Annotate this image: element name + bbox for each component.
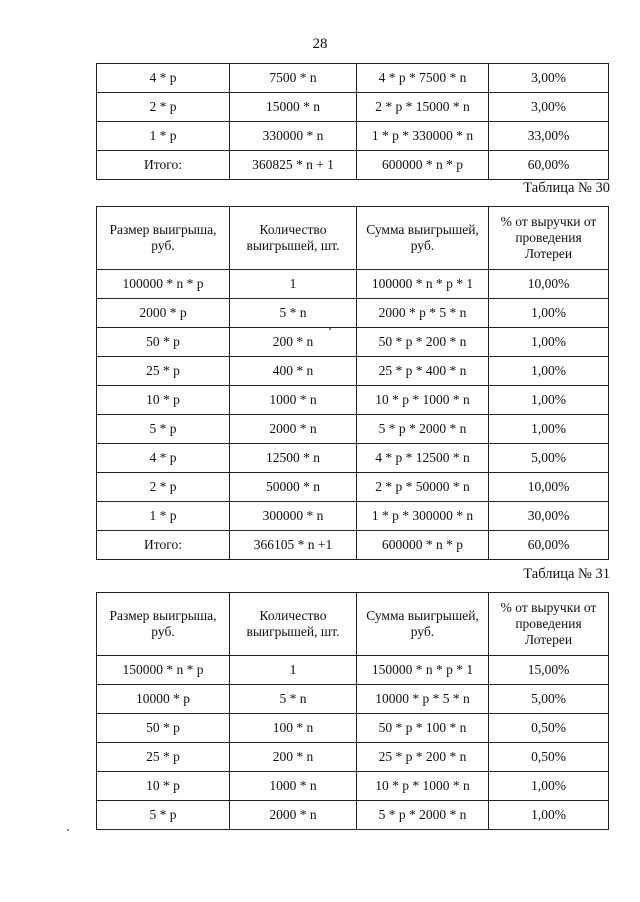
cell-prize-count: 15000 * n xyxy=(230,93,357,122)
table-row xyxy=(97,93,609,122)
table-row xyxy=(97,772,609,801)
cell-revenue-percent: 5,00% xyxy=(489,444,609,473)
cell-revenue-percent: 1,00% xyxy=(489,299,609,328)
table-row xyxy=(97,151,609,180)
cell-revenue-percent: 33,00% xyxy=(489,122,609,151)
cell-prize-sum: 10 * p * 1000 * n xyxy=(357,386,489,415)
cell-prize-count: 1000 * n xyxy=(230,772,357,801)
table-body xyxy=(97,270,609,560)
table-row xyxy=(97,386,609,415)
cell-prize-size: 10 * p xyxy=(97,386,230,415)
cell-prize-count: 2000 * n xyxy=(230,415,357,444)
cell-prize-size: 50 * p xyxy=(97,328,230,357)
table-row xyxy=(97,415,609,444)
cell-prize-size: 4 * p xyxy=(97,64,230,93)
table-row xyxy=(97,743,609,772)
table-row xyxy=(97,444,609,473)
cell-prize-count: 12500 * n xyxy=(230,444,357,473)
cell-prize-count: 400 * n xyxy=(230,357,357,386)
prize-table-continued xyxy=(96,63,609,180)
cell-revenue-percent: 5,00% xyxy=(489,685,609,714)
table-row xyxy=(97,656,609,685)
cell-revenue-percent: 1,00% xyxy=(489,328,609,357)
cell-prize-sum: 10000 * p * 5 * n xyxy=(357,685,489,714)
table-row xyxy=(97,299,609,328)
cell-prize-size: 10 * p xyxy=(97,772,230,801)
header-prize-count: Количество выигрышей, шт. xyxy=(230,593,357,656)
cell-prize-size: Итого: xyxy=(97,531,230,560)
cell-prize-size: 5 * p xyxy=(97,415,230,444)
cell-prize-count: 7500 * n xyxy=(230,64,357,93)
scan-speck xyxy=(329,328,331,330)
cell-prize-count: 1000 * n xyxy=(230,386,357,415)
table-header xyxy=(97,593,609,656)
cell-revenue-percent: 1,00% xyxy=(489,801,609,830)
cell-prize-size: 50 * p xyxy=(97,714,230,743)
cell-prize-sum: 1 * p * 330000 * n xyxy=(357,122,489,151)
cell-revenue-percent: 1,00% xyxy=(489,415,609,444)
prize-table-31 xyxy=(96,592,609,830)
cell-prize-size: Итого: xyxy=(97,151,230,180)
cell-prize-count: 366105 * n +1 xyxy=(230,531,357,560)
table-row xyxy=(97,64,609,93)
cell-prize-count: 5 * n xyxy=(230,299,357,328)
cell-revenue-percent: 10,00% xyxy=(489,473,609,502)
header-prize-sum: Сумма выигрышей, руб. xyxy=(357,207,489,270)
prize-table-30 xyxy=(96,206,609,560)
cell-prize-size: 4 * p xyxy=(97,444,230,473)
cell-prize-size: 150000 * n * p xyxy=(97,656,230,685)
cell-revenue-percent: 0,50% xyxy=(489,714,609,743)
cell-prize-sum: 5 * p * 2000 * n xyxy=(357,801,489,830)
cell-revenue-percent: 60,00% xyxy=(489,151,609,180)
cell-revenue-percent: 30,00% xyxy=(489,502,609,531)
cell-prize-sum: 10 * p * 1000 * n xyxy=(357,772,489,801)
cell-prize-size: 5 * p xyxy=(97,801,230,830)
table-row xyxy=(97,328,609,357)
header-revenue-percent: % от выручки от проведения Лотереи xyxy=(489,207,609,270)
header-prize-sum: Сумма выигрышей, руб. xyxy=(357,593,489,656)
cell-revenue-percent: 3,00% xyxy=(489,64,609,93)
cell-prize-size: 100000 * n * p xyxy=(97,270,230,299)
table-row xyxy=(97,270,609,299)
cell-prize-count: 330000 * n xyxy=(230,122,357,151)
header-row xyxy=(97,207,609,270)
cell-prize-size: 2 * p xyxy=(97,93,230,122)
cell-prize-size: 10000 * p xyxy=(97,685,230,714)
table-row xyxy=(97,473,609,502)
cell-prize-size: 1 * p xyxy=(97,122,230,151)
cell-revenue-percent: 3,00% xyxy=(489,93,609,122)
table-body xyxy=(97,656,609,830)
cell-prize-sum: 100000 * n * p * 1 xyxy=(357,270,489,299)
cell-revenue-percent: 1,00% xyxy=(489,772,609,801)
cell-prize-sum: 2 * p * 15000 * n xyxy=(357,93,489,122)
cell-prize-sum: 600000 * n * p xyxy=(357,531,489,560)
header-row xyxy=(97,593,609,656)
cell-revenue-percent: 10,00% xyxy=(489,270,609,299)
cell-prize-count: 2000 * n xyxy=(230,801,357,830)
table-body xyxy=(97,64,609,180)
cell-prize-sum: 4 * p * 7500 * n xyxy=(357,64,489,93)
cell-revenue-percent: 60,00% xyxy=(489,531,609,560)
cell-prize-sum: 150000 * n * p * 1 xyxy=(357,656,489,685)
cell-prize-sum: 4 * p * 12500 * n xyxy=(357,444,489,473)
header-prize-count: Количество выигрышей, шт. xyxy=(230,207,357,270)
cell-prize-sum: 50 * p * 200 * n xyxy=(357,328,489,357)
cell-revenue-percent: 1,00% xyxy=(489,357,609,386)
cell-prize-sum: 25 * p * 400 * n xyxy=(357,357,489,386)
cell-prize-count: 1 xyxy=(230,270,357,299)
cell-revenue-percent: 0,50% xyxy=(489,743,609,772)
table-31-caption: Таблица № 31 xyxy=(523,566,610,582)
header-revenue-percent: % от выручки от проведения Лотереи xyxy=(489,593,609,656)
cell-prize-count: 1 xyxy=(230,656,357,685)
table-30-caption: Таблица № 30 xyxy=(523,180,610,196)
cell-prize-count: 200 * n xyxy=(230,743,357,772)
cell-prize-count: 200 * n xyxy=(230,328,357,357)
cell-prize-size: 2000 * p xyxy=(97,299,230,328)
cell-prize-count: 50000 * n xyxy=(230,473,357,502)
cell-prize-sum: 1 * p * 300000 * n xyxy=(357,502,489,531)
cell-prize-sum: 25 * p * 200 * n xyxy=(357,743,489,772)
cell-prize-count: 5 * n xyxy=(230,685,357,714)
cell-prize-size: 1 * p xyxy=(97,502,230,531)
table-row xyxy=(97,685,609,714)
cell-prize-sum: 2000 * p * 5 * n xyxy=(357,299,489,328)
cell-prize-sum: 2 * p * 50000 * n xyxy=(357,473,489,502)
cell-prize-count: 360825 * n + 1 xyxy=(230,151,357,180)
header-prize-size: Размер выигрыша, руб. xyxy=(97,207,230,270)
cell-prize-sum: 5 * p * 2000 * n xyxy=(357,415,489,444)
cell-prize-sum: 600000 * n * p xyxy=(357,151,489,180)
page-number: 28 xyxy=(312,36,328,52)
table-row xyxy=(97,531,609,560)
scan-speck xyxy=(67,829,69,831)
cell-prize-size: 25 * p xyxy=(97,743,230,772)
cell-prize-size: 25 * p xyxy=(97,357,230,386)
table-header xyxy=(97,207,609,270)
table-row xyxy=(97,122,609,151)
table-row xyxy=(97,801,609,830)
table-row xyxy=(97,502,609,531)
header-prize-size: Размер выигрыша, руб. xyxy=(97,593,230,656)
cell-revenue-percent: 1,00% xyxy=(489,386,609,415)
cell-prize-size: 2 * p xyxy=(97,473,230,502)
cell-prize-count: 100 * n xyxy=(230,714,357,743)
cell-revenue-percent: 15,00% xyxy=(489,656,609,685)
table-row xyxy=(97,714,609,743)
table-row xyxy=(97,357,609,386)
cell-prize-count: 300000 * n xyxy=(230,502,357,531)
cell-prize-sum: 50 * p * 100 * n xyxy=(357,714,489,743)
